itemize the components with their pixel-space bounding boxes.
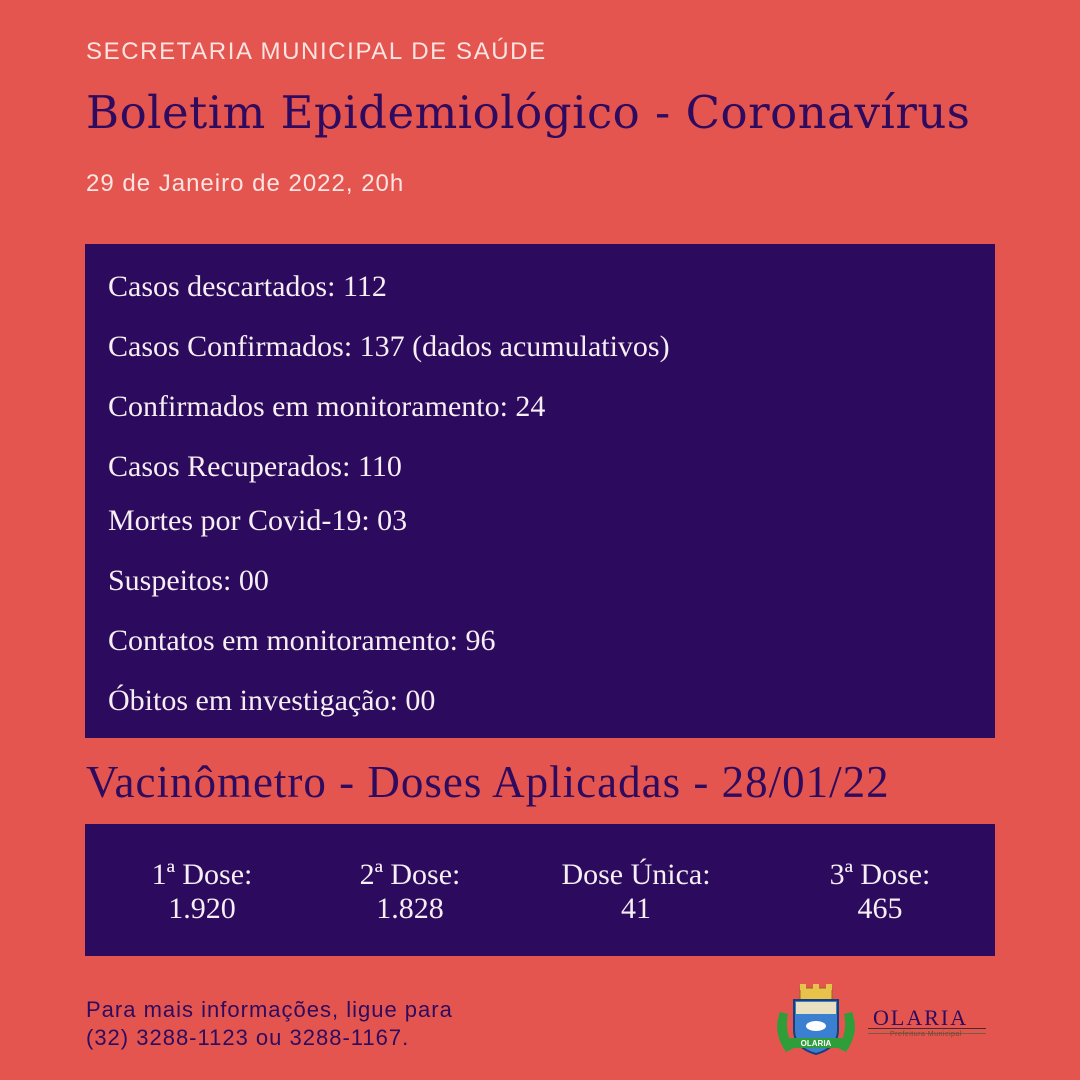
stat-deaths-investigation: Óbitos em investigação: 00 (108, 684, 436, 717)
dose-3-value: 465 (857, 892, 903, 925)
dose-3 (770, 858, 990, 926)
dose-single-label: Dose Única: (561, 858, 711, 891)
dose-1-label: 1ª Dose: (151, 858, 253, 891)
stats-panel (85, 244, 995, 738)
city-emblem-icon (770, 982, 862, 1062)
organization-label: SECRETARIA MUNICIPAL DE SAÚDE (86, 38, 547, 65)
stat-recovered: Casos Recuperados: 110 (108, 450, 402, 483)
emblem-ribbon-text: OLARIA (800, 1039, 832, 1048)
dose-2-value: 1.828 (376, 892, 444, 925)
dose-1 (92, 858, 312, 926)
report-date: 29 de Janeiro de 2022, 20h (86, 170, 405, 197)
brand-name: OLARIA (873, 1005, 969, 1030)
stat-confirmed: Casos Confirmados: 137 (dados acumulativos) (108, 330, 670, 363)
dose-2-label: 2ª Dose: (359, 858, 461, 891)
brand-tagline: Prefeitura Municipal (890, 1031, 962, 1038)
stat-suspected: Suspeitos: 00 (108, 564, 269, 597)
stat-contacts-monitoring: Contatos em monitoramento: 96 (108, 624, 496, 657)
stat-confirmed-monitoring: Confirmados em monitoramento: 24 (108, 390, 546, 423)
dose-single (526, 858, 746, 926)
dose-3-label: 3ª Dose: (829, 858, 931, 891)
page-title: Boletim Epidemiológico - Coronavírus (86, 86, 971, 139)
vaccine-panel (85, 824, 995, 956)
dose-1-value: 1.920 (168, 892, 236, 925)
stat-discarded: Casos descartados: 112 (108, 270, 387, 303)
stat-deaths: Mortes por Covid-19: 03 (108, 504, 408, 537)
dose-single-value: 41 (621, 892, 651, 925)
contact-line-2: (32) 3288-1123 ou 3288-1167. (86, 1025, 410, 1050)
vaccine-title: Vacinômetro - Doses Aplicadas - 28/01/22 (86, 757, 890, 807)
dose-2 (300, 858, 520, 926)
contact-info (86, 996, 453, 1052)
contact-line-1: Para mais informações, ligue para (86, 997, 453, 1022)
